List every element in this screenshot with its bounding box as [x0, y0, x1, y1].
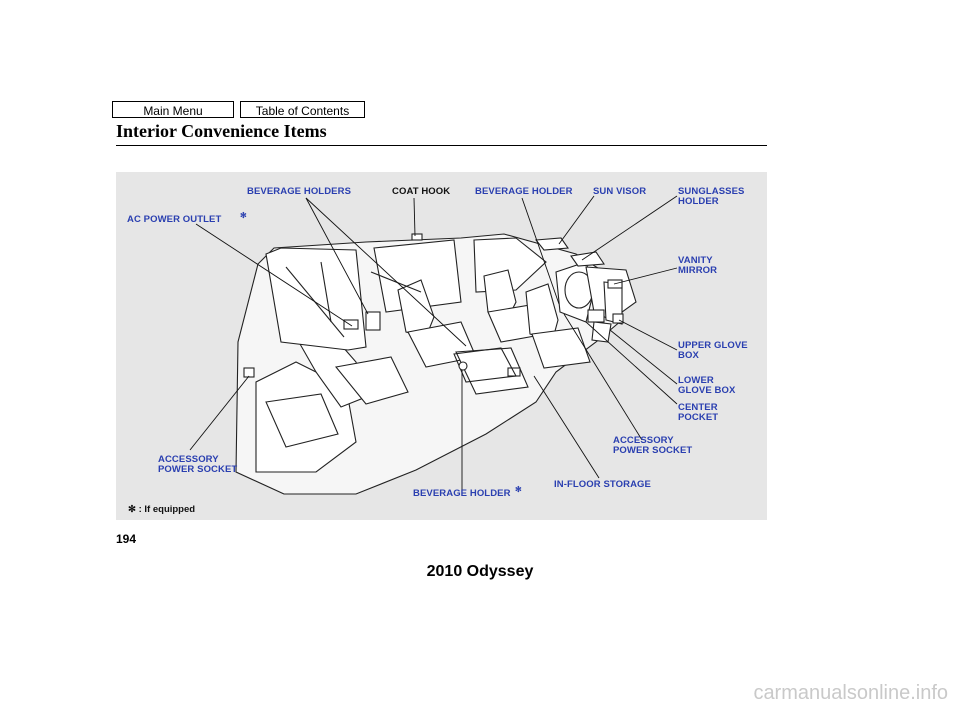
callout-accessory-power-socket-rear: ACCESSORY POWER SOCKET — [158, 454, 238, 475]
if-equipped-mark: ✻ — [240, 211, 247, 220]
callout-sun-visor: SUN VISOR — [593, 186, 647, 197]
watermark: carmanualsonline.info — [753, 682, 948, 704]
callout-ac-power-outlet: AC POWER OUTLET — [127, 214, 222, 225]
title-divider — [116, 145, 767, 146]
callout-vanity-mirror: VANITY MIRROR — [678, 255, 718, 276]
callout-center-pocket: CENTER POCKET — [678, 402, 719, 423]
footer-model-title: 2010 Odyssey — [426, 563, 534, 580]
interior-diagram-panel — [116, 172, 767, 520]
main-menu-button[interactable]: Main Menu — [112, 101, 234, 118]
callout-accessory-power-socket-front: ACCESSORY POWER SOCKET — [613, 435, 693, 456]
if-equipped-mark: ✻ — [515, 485, 522, 494]
page-title: Interior Convenience Items — [116, 121, 327, 141]
callout-beverage-holder: BEVERAGE HOLDER — [475, 186, 573, 197]
callout-lower-glove-box: LOWER GLOVE BOX — [678, 375, 736, 396]
callout-upper-glove-box: UPPER GLOVE BOX — [678, 340, 748, 361]
page-number: 194 — [116, 532, 137, 546]
callout-beverage-holder-floor: BEVERAGE HOLDER — [413, 488, 511, 499]
callout-sunglasses-holder: SUNGLASSES HOLDER — [678, 186, 745, 207]
callout-beverage-holders: BEVERAGE HOLDERS — [247, 186, 352, 197]
table-of-contents-button[interactable]: Table of Contents — [240, 101, 365, 118]
legend-symbol: ✻ — [128, 504, 136, 515]
callout-coat-hook: COAT HOOK — [392, 186, 451, 197]
legend — [128, 504, 195, 515]
legend-text: : If equipped — [138, 504, 196, 515]
callout-in-floor-storage: IN-FLOOR STORAGE — [554, 479, 651, 490]
